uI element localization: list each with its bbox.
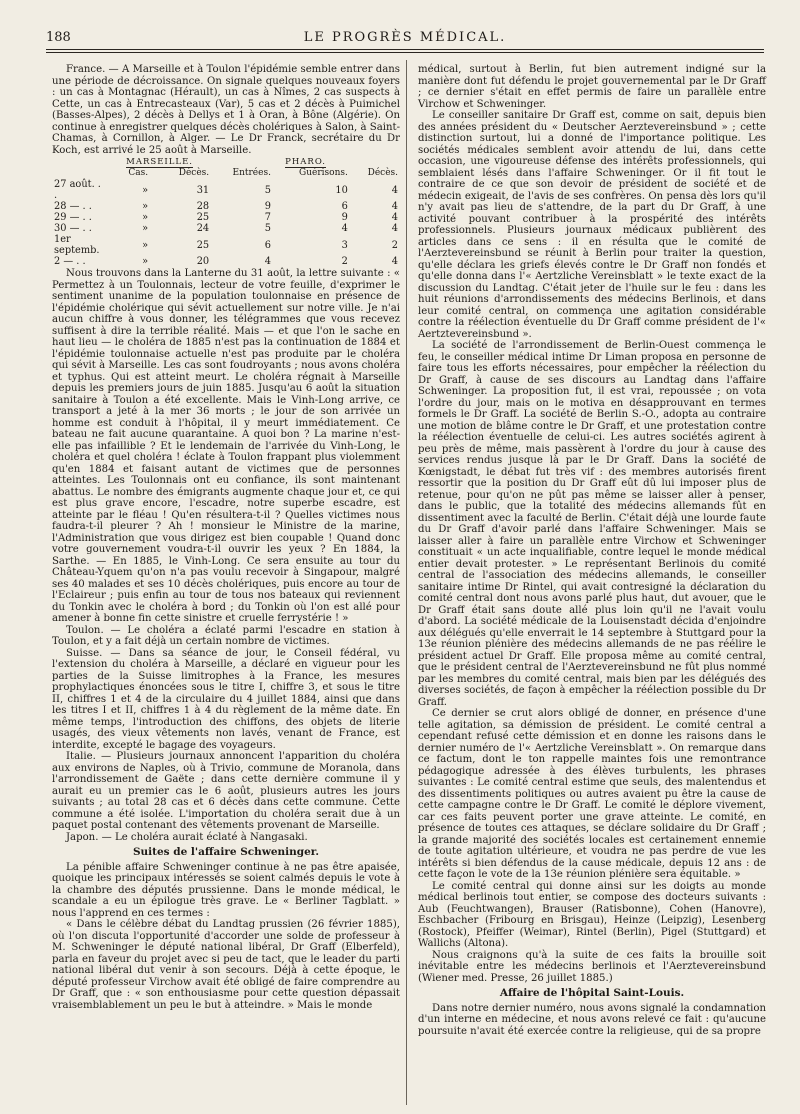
paragraph-italie: Italie. — Plusieurs journaux annoncent l'apparition du choléra aux environs de Naples, où à Trivio, commune de Moranola, dans l'arrondissement de Gaëte ; dans cette dernière commune il y aurait eu un premier cas le 6 août, plusieurs autres les jours suivants ; au total 28 cas et 6 décès dans cette commune. Cette commune a été isolée. L'importation du choléra serait due à un paquet postal contenant des vêtements provenant de Marseille. [52,751,400,831]
cholera-stats-table [52,157,400,267]
table-cell: 20 [196,256,210,267]
left-column [52,64,400,1011]
table-cell: 4 [391,256,398,267]
table-cell-date: 1er septemb. [54,234,100,256]
paragraph-lanterne-letter: Nous trouvons dans la Lanterne du 31 août, la lettre suivante : « Permettez à un Toulonnais, lecteur de votre feuille, d'exprimer le sentiment unanime de la population toulonnaise en présence de l'épidémie cholérique qui sévit actuellement sur notre ville. Je n'ai aucun chiffre à vous donner, les télégrammes que vous recevez suffisent à dire la terrible réalité. Mais — et que l'on le sache en haut lieu — le choléra de 1885 n'est pas la continuation de 1884 et l'épidémie toulonnaise actuelle n'est pas produite par le choléra qui sévit à Marseille. Les cas sont foudroyants ; nous avons choléra et typhus. Qui est atteint meurt. Le choléra régnait à Marseille depuis les premiers jours de juin 1885. Jusqu'au 6 août la situation sanitaire à Toulon a été excellente. Mais le Vinh-Long arrive, ce transport a jeté à la mer 36 morts ; le jour de son arrivée un homme est conduit à l'hôpital, il y meurt immédiatement. Ce bateau ne fait aucune quarantaine. A quoi bon ? La marine n'est-elle pas infaillible ? Et le lendemain de l'arrivée du Vinh-Long, le choléra et quel choléra ! éclate à Toulon frappant plus violemment qu'en 1884 et faisant autant de victimes que de personnes atteintes. Les Toulonnais ont eu confiance, ils sont maintenant abattus. Le nombre des émigrants augmente chaque jour et, ce qui est plus grave encore, l'escadre, notre superbe escadre, est atteinte par le fléau ! Qu'en résultera-t-il ? Quelles victimes nous faudra-t-il pleurer ? Ah ! monsieur le Ministre de la marine, l'Administration que vous dirigez est bien coupable ! Quand donc votre gouvernement voudra-t-il ouvrir les yeux ? En 1884, la Sarthe. — En 1885, le Vinh-Long. Ce sera ensuite au tour du Château-Yquem qu'on n'a pas voulu recevoir à Singapour, malgré ses 40 malades et ses 10 décès cholériques, puis encore au tour de l'Eclaireur ; puis enfin au tour de tous nos bateaux qui reviennent du Tonkin avec le choléra à bord ; du Tonkin où l'on est allé pour amener à bonne fin cette sinistre et cruelle ferrystérie ! » [52,268,400,624]
header-rule [46,49,764,50]
table-row [52,212,400,223]
table-header-deces: Décès. [178,168,210,178]
paragraph-conclusion: Nous craignons qu'à la suite de ces faits la brouille soit inévitable entre les médecins berlinois et l'Aerztevereinsbund (Wiener med. Presse, 26 juillet 1885.) [418,949,766,984]
table-cell: » [142,184,149,196]
header-rule-thin [46,52,764,53]
table-cell: 10 [335,184,348,196]
paragraph-toulon: Toulon. — Le choléra a éclaté parmi l'escadre en station à Toulon, et y a fait déjà un certain nombre de victimes. [52,624,400,647]
table-cell: 7 [264,212,271,223]
table-header-guerisons: Guérisons. [299,168,348,178]
right-column [418,64,766,1037]
table-group-marseille: MARSEILLE. [126,157,193,167]
table-cell: 24 [196,223,210,234]
paragraph-resignation: Ce dernier se crut alors obligé de donner, en présence d'une telle agitation, sa démission de président. Le comité central a cependant refusé cette démission et en donne les raisons dans le dernier numéro de l'« Aertzliche Vereinsblatt ». On remarque dans ce factum, dont le ton rappelle maintes fois une remontrance pédagogique adressée à des élèves turbulents, les phrases suivantes : Le comité central estime que seuls, des malentendus et des dissentiments politiques ou autres avaient pu être la cause de cette campagne contre le Dr Graff. Le comité le déplore vivement, car ces faits peuvent porter une grave atteinte. Le comité, en présence de toutes ces attaques, se déclare solidaire du Dr Graff ; la grande majorité des sociétés locales est certainement ennemie de toute agitation ultérieure, et voudra ne pas perdre de vue les intérêts si bien défendus de la cause médicale, depuis 12 ans : de cette façon le vote de la 13e réunion plénière sera équitable. » [418,708,766,880]
table-cell: 4 [391,184,398,196]
section-title-schweninger: Suites de l'affaire Schweninger. [132,846,320,858]
table-cell: 25 [196,212,210,223]
table-cell: 31 [196,184,210,196]
table-row [52,256,400,267]
table-cell-date: 30 — . . [54,223,92,234]
table-header-cas: Cas. [128,168,149,178]
paragraph-saint-louis: Dans notre dernier numéro, nous avons signalé la condamnation d'un interne en médecine, et nous avons relevé ce fait : qu'aucune poursuite n'avait été exercée contre la religieuse, qui de sa propre [418,1002,766,1037]
table-cell: 25 [196,239,210,251]
table-cell-date: 27 août. . . [54,179,101,201]
table-cell: 5 [264,184,271,196]
table-cell: 2 [341,256,348,267]
table-cell: » [142,239,149,251]
table-cell: » [142,201,149,212]
table-cell: » [142,256,149,267]
table-group-pharo: PHARO. [285,157,326,167]
table-cell: 9 [341,212,348,223]
table-cell: » [142,223,149,234]
table-cell: 9 [264,201,271,212]
table-cell: 4 [391,201,398,212]
table-cell: » [142,212,149,223]
table-cell: 6 [341,201,348,212]
paragraph-schweninger-intro: La pénible affaire Schweninger continue à ne pas être apaisée, quoique les principaux intéressés se soient calmés depuis le vote à la chambre des députés prussienne. Dans le monde médical, le scandale a eu un épilogue très grave. Le « Berliner Tagblatt. » nous l'apprend en ces termes : [52,861,400,919]
page-number: 188 [46,30,71,45]
column-separator [406,60,407,1105]
paragraph-central-committee: Le comité central qui donne ainsi sur les doigts au monde médical berlinois tout entier, se compose des docteurs suivants : Aub (Feuchtwangen), Brauser (Ratisbonne), Cohen (Hanovre), Eschbacher (Fribourg en Brisgau), Heinze (Leipzig), Lesenberg (Rostock), Pfeiffer (Weimar), Rintel (Berlin), Pigel (Stuttgard) et Wallichs (Altona). [418,880,766,949]
table-cell: 2 [391,239,398,251]
table-cell: 4 [341,223,348,234]
running-header [46,30,764,48]
paragraph-suisse: Suisse. — Dans sa séance de jour, le Conseil fédéral, vu l'extension du choléra à Marseille, a déclaré en vigueur pour les parties de la Suisse limitrophes à la France, les mesures prophylactiques énoncées sous le titre I, chiffre 3, et sous le titre II, chiffres 1 et 4 de la circulaire du 4 juillet 1884, ainsi que dans les titres I et II, chiffres 1 à 4 du règlement de la même date. En même temps, l'introduction des chiffons, des objets de literie usagés, des vieux vêtements non lavés, venant de France, est interdite, excepté le bagage des voyageurs. [52,647,400,751]
table-cell: 4 [391,223,398,234]
table-cell: 3 [341,239,348,251]
paragraph-tagblatt-quote: « Dans le célèbre débat du Landtag prussien (26 février 1885), où l'on discuta l'opportunité d'accorder une solde de professeur à M. Schweninger le député national libéral, Dr Graff (Elberfeld), parla en faveur du projet avec si peu de tact, que le leader du parti national libéral dut venir à son secours. Déjà à cette époque, le député professeur Virchow avait été obligé de faire comprendre au Dr Graff, que : « son enthousiasme pour cette question dépassait vraisemblablement un peu le but à atteindre. » Mais le monde [52,919,400,1011]
paragraph-continuation: médical, surtout à Berlin, fut bien autrement indigné sur la manière dont fut défendu le projet gouvernemental par le Dr Graff ; ce dernier s'était en effet permis de faire un parallèle entre Virchow et Schweninger. [418,64,766,110]
table-cell-date: 29 — . . [54,212,92,223]
table-cell: 4 [264,256,271,267]
table-header-deces-pharo: Décès. [367,168,398,178]
table-cell: 6 [264,239,271,251]
paragraph-france: France. — A Marseille et à Toulon l'épidémie semble entrer dans une période de décroissance. On signale quelques nouveaux foyers : un cas à Montagnac (Hérault), un cas à Nîmes, 2 cas suspects à Cette, un cas à Entrecasteaux (Var), 5 cas et 2 décès à Puimichel (Basses-Alpes), 2 décès à Dellys et 1 à Oran, à Bône (Algérie). On continue à enregistrer quelques décès cholériques à Salon, à Saint-Chamas, à Cornillon, à Alger. — Le Dr Franck, secrétaire du Dr Koch, est arrivé le 25 août à Marseille. [52,64,400,156]
paragraph-berlin-societies: La société de l'arrondissement de Berlin-Ouest commença le feu, le conseiller médical intime Dr Liman proposa en personne de faire tous les efforts nécessaires, pour empêcher la réélection du Dr Graff, à cause de ses discours au Landtag dans l'affaire Schweninger. La proposition fut, il est vrai, repoussée ; on vota l'ordre du jour, mais on le motiva en désapprouvant en termes formels le Dr Graff. La société de Berlin S.-O., adopta au contraire une motion de blâme contre le Dr Graff, et une protestation contre la réélection éventuelle de celui-ci. Les autres sociétés agirent à peu près de même, mais passèrent à l'ordre du jour à cause des services rendus jusque là par le Dr Graff. Dans la société de Kœnigstadt, le débat fut très vif : des membres autorisés firent ressortir que la position du Dr Graff eût dû lui imposer plus de retenue, pour qu'on ne pût pas même se laisser aller à penser, dans le public, que la totalité des médecins allemands fût en dissentiment avec la faculté de Berlin. C'était déjà une lourde faute du Dr Graff d'avoir parlé dans l'affaire Schweninger. Mais se laisser aller à faire un parallèle entre Virchow et Schweninger constituait « un acte inqualifiable, contre lequel le monde médical entier devait protester. » Le représentant Berlinois du comité central de l'association des médecins allemands, le conseiller sanitaire intime Dr Rintel, qui avait contresigné la déclaration du comité central dont nous avons parlé plus haut, dut avouer, que le Dr Graff était sans doute allé plus loin qu'il ne l'avait voulu d'abord. La société médicale de la Louisenstadt décida d'enjoindre aux délégués qu'elle enverrait le 14 septembre à Stuttgard pour la 13e réunion plénière des médecins allemands de ne pas réélire le président actuel Dr Graff. Elle proposa même au comité central, que le président central de l'Aerztevereinsbund ne fût plus nommé par les membres du comité central, mais bien par les délégués des diverses sociétés, de façon à empêcher la réélection possible du Dr Graff. [418,340,766,708]
table-row [52,201,400,212]
table-cell: 4 [391,212,398,223]
table-cell: 28 [196,201,210,212]
table-row [52,234,400,256]
table-row [52,223,400,234]
table-header-entrees: Entrées. [232,168,271,178]
table-row [52,179,400,201]
section-title-saint-louis: Affaire de l'hôpital Saint-Louis. [499,987,685,999]
table-cell-date: 28 — . . [54,201,92,212]
table-cell: 5 [264,223,271,234]
paragraph-japon: Japon. — Le choléra aurait éclaté à Nangasaki. [66,831,308,843]
table-cell-date: 2 — . . [54,256,86,267]
journal-title: LE PROGRÈS MÉDICAL. [303,30,507,45]
paragraph-graff-president: Le conseiller sanitaire Dr Graff est, comme on sait, depuis bien des années président du « Deutscher Aerztevereinsbund » ; cette distinction surtout, lui a donné de l'importance politique. Les sociétés médicales semblent avoir attendu de lui, dans cette occasion, une vigoureuse défense des intérêts professionnels, qui semblaient lésés dans l'affaire Schweninger. Or il fit tout le contraire de ce que son devoir de président de société et de médecin exigeait, de l'avis de ses confrères. On pensa dès lors qu'il n'y avait pas lieu de s'attendre, de la part du Dr Graff, à une activité pouvant contribuer à la prospérité des intérêts professionnels. Plusieurs journaux médicaux publièrent des articles dans ce sens : il en résulta que le comité de l'Aerztevereinsbund se réunit à Berlin pour traiter la question, qu'elle déclara les griefs élevés contre le Dr Graff non fondés et qu'elle donna dans l'« Aertzliche Vereinsblatt » le texte exact de la discussion du Landtag. C'était jeter de l'huile sur le feu : dans les huit réunions d'arrondissements des médecins Berlinois, et dans leur comité central, on commença une agitation considérable contre la réélection éventuelle du Dr Graff comme président de l'« Aertztevereinsbund ». [418,110,766,340]
